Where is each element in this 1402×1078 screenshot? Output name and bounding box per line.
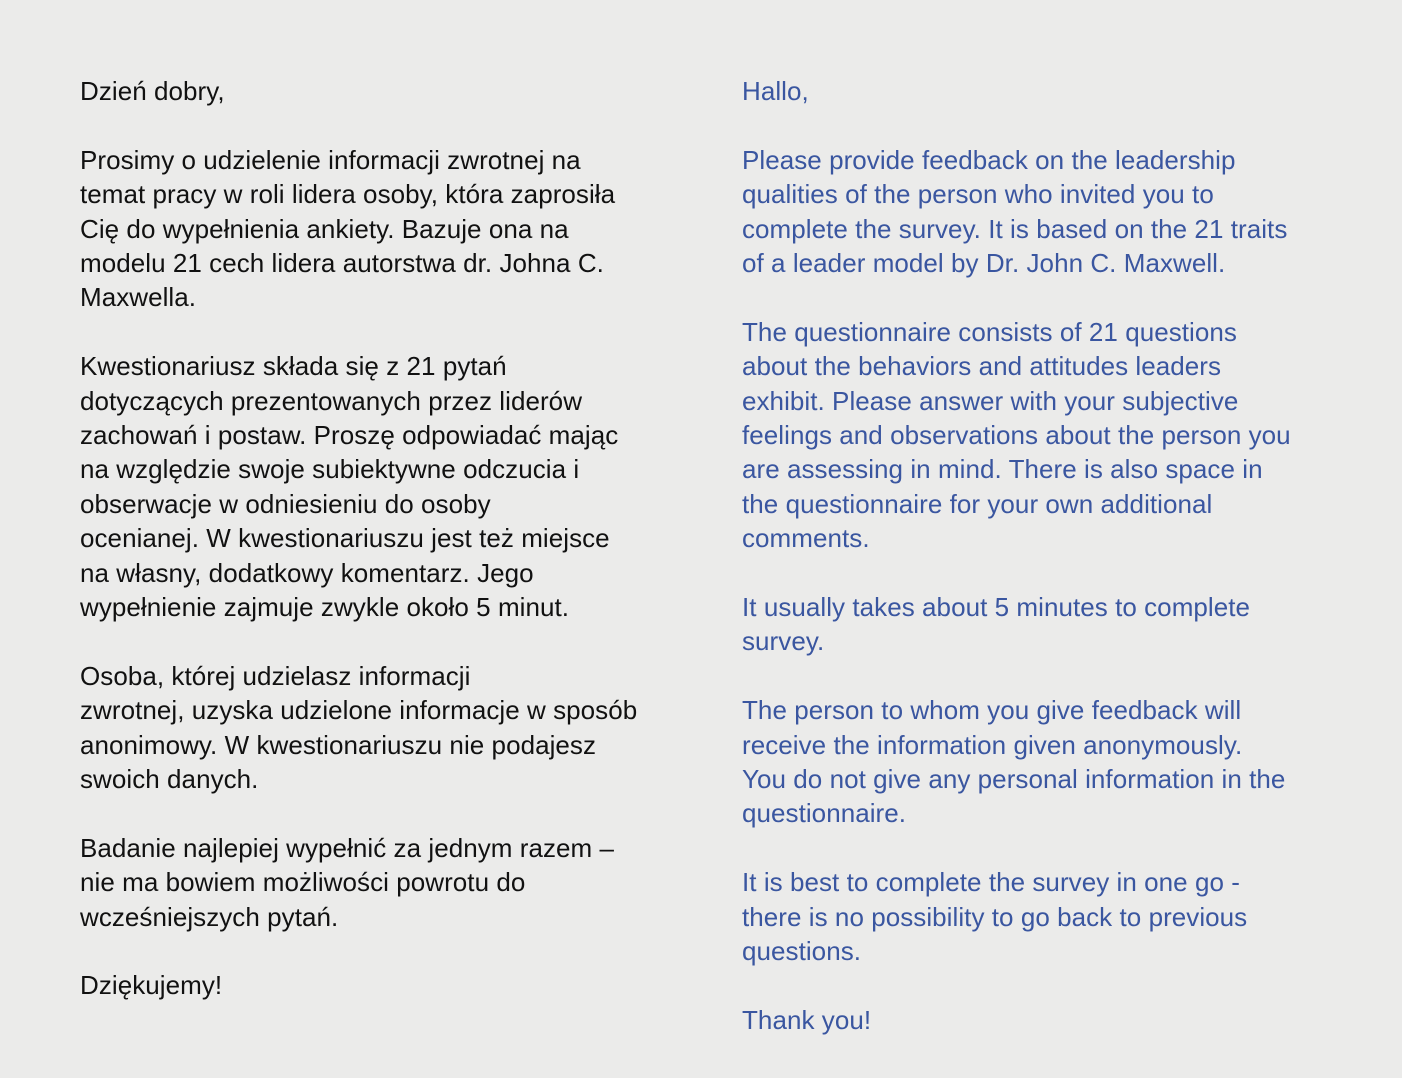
text-line: questions. <box>742 936 862 967</box>
polish-greeting <box>80 74 710 108</box>
text-line: nie ma bowiem możliwości powrotu do <box>80 867 526 898</box>
polish-paragraph-anonymity <box>80 659 710 797</box>
text-line: Badanie najlepiej wypełnić za jednym razem – <box>80 832 615 863</box>
text-line: Thank you! <box>742 1004 872 1035</box>
text-line: dotyczących prezentowanych przez liderów <box>80 385 583 416</box>
text-line: Osoba, której udzielasz informacji <box>80 660 471 691</box>
text-line: zachowań i postaw. Proszę odpowiadać mając <box>80 420 619 451</box>
english-paragraph-duration <box>742 590 1382 659</box>
text-line: questionnaire. <box>742 798 907 829</box>
text-line: receive the information given anonymously. <box>742 729 1243 760</box>
text-line: Dziękujemy! <box>80 970 223 1001</box>
text-line: qualities of the person who invited you to <box>742 179 1214 210</box>
text-line: Dzień dobry, <box>80 76 225 106</box>
text-line: na względzie swoje subiektywne odczucia i <box>80 454 580 485</box>
english-paragraph-intro <box>742 143 1382 281</box>
text-line: Hallo, <box>742 76 809 106</box>
text-line: It is best to complete the survey in one go - <box>742 867 1240 898</box>
text-line: The questionnaire consists of 21 questions <box>742 316 1237 347</box>
english-message <box>742 74 1382 1072</box>
text-line: complete the survey. It is based on the 21 traits <box>742 213 1288 244</box>
text-line: Kwestionariusz składa się z 21 pytań <box>80 351 507 382</box>
text-line: The person to whom you give feedback will <box>742 695 1242 726</box>
text-line: the questionnaire for your own additional <box>742 488 1213 519</box>
text-line: exhibit. Please answer with your subjective <box>742 385 1239 416</box>
english-paragraph-questionnaire <box>742 315 1382 556</box>
english-closing <box>742 1003 1382 1037</box>
polish-message <box>80 74 710 1037</box>
text-line: Maxwella. <box>80 282 197 313</box>
text-line: It usually takes about 5 minutes to complete <box>742 592 1251 623</box>
text-line: wcześniejszych pytań. <box>80 901 339 932</box>
english-paragraph-one-go <box>742 865 1382 968</box>
polish-paragraph-questionnaire <box>80 349 710 624</box>
text-line: swoich danych. <box>80 764 259 795</box>
text-line: Please provide feedback on the leadership <box>742 144 1236 175</box>
polish-closing <box>80 968 710 1002</box>
polish-paragraph-intro <box>80 143 710 315</box>
english-paragraph-anonymity <box>742 693 1382 831</box>
text-line: Prosimy o udzielenie informacji zwrotnej na <box>80 144 581 175</box>
text-line: You do not give any personal information in the <box>742 764 1286 795</box>
polish-paragraph-one-go <box>80 831 710 934</box>
text-line: anonimowy. W kwestionariuszu nie podajesz <box>80 729 597 760</box>
text-line: feelings and observations about the person you <box>742 420 1291 451</box>
english-greeting <box>742 74 1382 108</box>
text-line: na własny, dodatkowy komentarz. Jego <box>80 557 534 588</box>
text-line: ocenianej. W kwestionariuszu jest też miejsce <box>80 523 610 554</box>
text-line: temat pracy w roli lidera osoby, która zaprosiła <box>80 179 616 210</box>
text-line: zwrotnej, uzyska udzielone informacje w sposób <box>80 695 638 726</box>
text-line: modelu 21 cech lidera autorstwa dr. Johna C. <box>80 248 604 279</box>
text-line: obserwacje w odniesieniu do osoby <box>80 488 491 519</box>
text-line: comments. <box>742 523 870 554</box>
text-line: survey. <box>742 626 825 657</box>
text-line: wypełnienie zajmuje zwykle około 5 minut. <box>80 592 570 623</box>
text-line: of a leader model by Dr. John C. Maxwell. <box>742 248 1226 279</box>
text-line: Cię do wypełnienia ankiety. Bazuje ona na <box>80 213 569 244</box>
text-line: are assessing in mind. There is also space in <box>742 454 1263 485</box>
text-line: about the behaviors and attitudes leaders <box>742 351 1222 382</box>
text-line: there is no possibility to go back to previous <box>742 901 1248 932</box>
